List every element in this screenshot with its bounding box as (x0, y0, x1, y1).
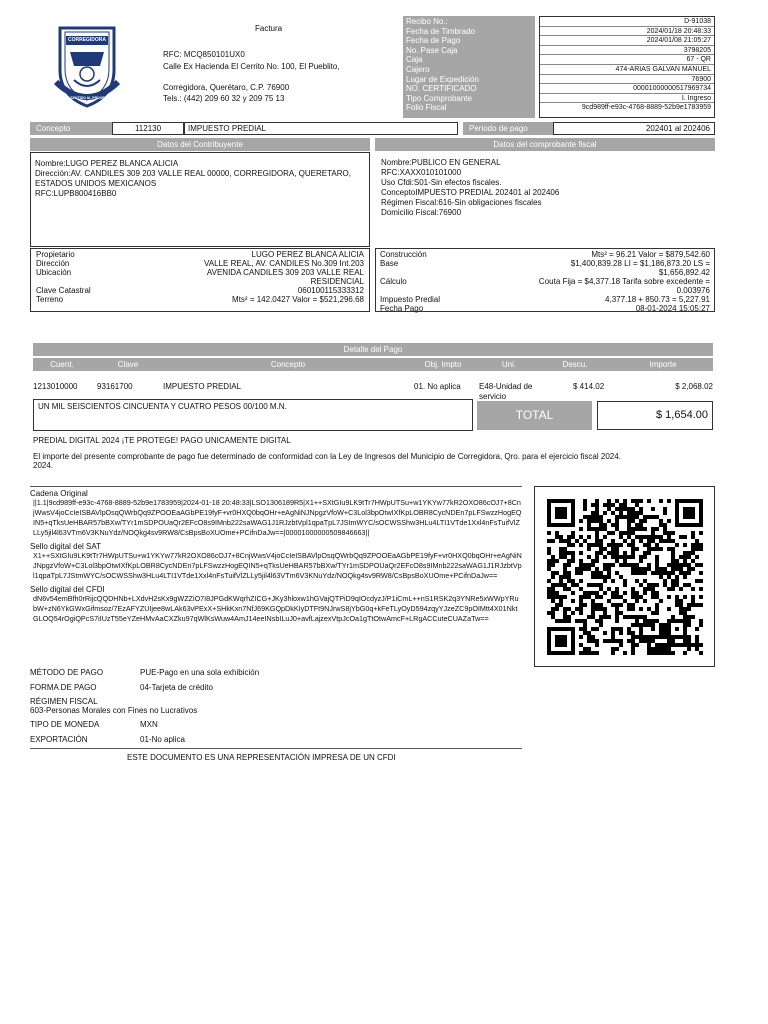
row-uni-2: servicio (479, 392, 507, 401)
receipt-field-label: Folio Fiscal (406, 103, 447, 113)
location-value-1: AVENIDA CANDILES 309 203 VALLE REAL (206, 268, 364, 277)
concept-code: 112130 (112, 122, 184, 135)
legal-text: El importe del presente comprobante de pago fue determinado de conformidad con la Ley de Ingresos del Municipio de Corregidora, Qro. para el ejercicio fiscal 2024. (33, 452, 621, 461)
currency-label: TIPO DE MONEDA (30, 720, 100, 729)
fiscal-uso-cfdi: Uso Cfdi:S01-Sin efectos fiscales. (381, 178, 502, 187)
receipt-field-value: 9cd989ff-e93c-4768-8889-52b9e1783959 (581, 104, 711, 112)
method-label: MÉTODO DE PAGO (30, 668, 104, 677)
payment-date-value: 08-01-2024 15:05:27 (635, 304, 710, 313)
fiscal-rfc: RFC:XAXX010101000 (381, 168, 462, 177)
property-tax-label: Impuesto Predial (380, 295, 441, 304)
total-value: $ 1,654.00 (597, 401, 713, 430)
receipt-field-value: 76900 (540, 75, 714, 85)
qr-code-frame (534, 486, 715, 667)
cadena-value: ||1.1|9cd989ff-e93c-4768-8889-52b9e1783959|2024-01-18 20:48:33|LSO1306189R5|X1++SXtGIu9LK9tTr7HWpUTSu+w1YKYw77kR2OXO86cOJ7+8CnjWwsV4joCcIeISBAVlpOsqQWrbQq9ZPOOEaAGbPE19fyF+vr0HXQ0bqOHr+eAgNiNJNpgzVfoW+C3Lol3bpOtwIXfKpLOBR8CycNDEn7pLFSwzzHogEQIN5+qTksUeHBAR57bBXw/TYr1mSDPOUaQr2EFcO8s9IMnb222saWAG1J1RJzbtVpl1qpaTpL7JStmWYC/sOCWSShw3HLu4LTI1VTde1Xxl4nFsTuifVlZLLy5jil4l63VTm6V3KNuYdz/NOQkg4sv9RW8/CsBpsBoXUOme+PCifnDaJw==|00001000000509846663|| (33, 498, 522, 537)
receipt-field-label: NO. CERTIFICADO (406, 84, 477, 94)
cfdi-footer-note: ESTE DOCUMENTO ES UNA REPRESENTACIÓN IMPRESA DE UN CFDI (127, 753, 396, 762)
col-uni: Uni. (501, 360, 517, 369)
receipt-field-value: D-91038 (540, 17, 714, 27)
sat-seal-value: X1++SXtGIu9LK9tTr7HWpUTSu+w1YKYw77kR2OXO86cOJ7+8CnjWwsV4joCcIeISBAVlpOsqQWrbQq9ZPOOEaAGbPE19fyF+vr0HXQ0bqOHr+eAgNiNJNpgzVfoW+C3Lol3bpOtwIXfKpLOBR8CycNDEn7pLFSwzzHogEQIN5+qTksUeHBAR57bBXw/TYr1mSDPOUaQr2EFcO8s9IMnb222saWAG1J1RJzbtVpl1qpaTpL7JStmWYC/sOCWSShw3HLu4LTI1VTde1Xxl4nFsTuifVlZLLy5jil4l63VTm6V3KNuYdz/NOQkg4sv9RW8/CsBpsBoXUOme+PCifnDaJw== (33, 551, 522, 580)
row-clave: 93161700 (97, 382, 133, 391)
taxpayer-box (30, 152, 370, 247)
cfdi-seal-label: Sello digital del CFDI (30, 585, 105, 594)
location-value-2: RESIDENCIAL (310, 277, 364, 286)
receipt-field-value: I. Ingreso (540, 94, 714, 104)
receipt-field-value: 67 - QR (540, 55, 714, 65)
owner-label: Propietario (36, 250, 75, 259)
cfdi-seal-value: dN6v54emBfh0rRijcQQDHNb+LXdvH2sKx9gWZZiO7I8JPGdKWqrhZICG+JKy3hloxw1hGVajQTPiD9qIOcdyzJ/P1iCmL++nS1RSK2q3YNRe5xWWpYRubW+zN6YkGWxGifmsoz/7EzAFYZUIjee8wLAk63vPExX+SHkKxn7NfJ69KGQpDkKIyDTFt9NJrwS8jYbG0q+kFeTLyOyD594zqyYJzeZC9pOIMtt4X01NktGLOQ54rOgiQPcS7iIUzT55eYZeHMvAaCXZku97qWlKsWuw4AmJ14eeINsbILuJ0+avfLajzexVtpJcOa1gTtOtwAmcF+LRgACCuteCUAZaTw== (33, 594, 519, 623)
fiscal-concept: ConceptoIMPUESTO PREDIAL 202401 al 202406 (381, 188, 560, 197)
logo-text: CORREGIDORA (67, 37, 107, 43)
receipt-field-value: 474-ARIAS GALVAN MANUEL (540, 65, 714, 75)
col-obj-impto: Obj. Impto (424, 360, 462, 369)
row-descuento: $ 414.02 (573, 382, 605, 391)
issuer-address-1: Calle Ex Hacienda El Cerrito No. 100, El Pueblito, (163, 62, 340, 71)
document-type: Factura (255, 24, 283, 33)
owner-value: LUGO PEREZ BLANCA ALICIA (251, 250, 364, 259)
location-label: Ubicación (36, 268, 72, 277)
land-label: Terreno (36, 295, 64, 304)
receipt-field-value: 3798205 (540, 46, 714, 56)
receipt-field-labels (403, 16, 535, 118)
concept-label: Concepto (30, 122, 112, 135)
property-right-box (375, 248, 715, 312)
form-value: 04-Tarjeta de crédito (140, 683, 213, 692)
issuer-rfc: RFC: MCQ850101UX0 (163, 50, 245, 59)
land-value: Mts² = 142.0427 Valor = $521,296.68 (232, 295, 364, 304)
export-label: EXPORTACIÓN (30, 735, 88, 744)
receipt-field-label: Caja (406, 55, 423, 65)
issuer-address-2: Corregidora, Querétaro, C.P. 76900 (163, 83, 290, 92)
fiscal-domicilio: Domicilio Fiscal:76900 (381, 208, 462, 217)
receipt-field-label: Fecha de Timbrado (406, 26, 475, 36)
row-cuenta: 1213010000 (33, 382, 78, 391)
calculation-value-1: Couta Fija = $4,377.18 Tarifa sobre excedente = (538, 277, 710, 286)
row-concepto: IMPUESTO PREDIAL (163, 382, 242, 391)
receipt-field-label: Tipo Comprobante (406, 93, 472, 103)
fiscal-name: Nombre:PUBLICO EN GENERAL (381, 158, 501, 167)
form-label: FORMA DE PAGO (30, 683, 97, 692)
payment-detail-title: Detalle del Pago (33, 343, 713, 356)
digital-stamps (30, 486, 522, 624)
amount-in-words: UN MIL SEISCIENTOS CINCUENTA Y CUATRO PESOS 00/100 M.N. (33, 399, 473, 431)
legal-text-2: 2024. (33, 461, 54, 470)
period-label: Periodo de pago (463, 122, 553, 135)
qr-code (547, 499, 703, 655)
total-label: TOTAL (477, 401, 592, 430)
row-uni-1: E48-Unidad de (479, 382, 533, 391)
construction-value: Mts² = 96.21 Valor = $879,542.60 (591, 250, 710, 259)
property-address-value: VALLE REAL, AV. CANDILES No.309 Int.203 (204, 259, 364, 268)
payment-date-label: Fecha Pago (380, 304, 424, 313)
period-value: 202401 al 202406 (553, 122, 715, 135)
taxpayer-name: Nombre:LUGO PEREZ BLANCA ALICIA (35, 159, 179, 168)
calculation-value-2: 0.003976 (676, 286, 710, 295)
col-descuento: Descu. (562, 360, 588, 369)
receipt-field-label: Cajero (406, 64, 430, 74)
receipt-field-label: Lugar de Expedición (406, 74, 479, 84)
regimen-label: RÉGIMEN FISCAL (30, 697, 98, 706)
col-importe: Importe (649, 360, 677, 369)
fiscal-regimen: Régimen Fiscal:616-Sin obligaciones fiscales (381, 198, 542, 207)
fiscal-section-title: Datos del comprobante fiscal (375, 138, 715, 151)
calculation-label: Cálculo (380, 277, 407, 286)
taxpayer-rfc: RFC:LUPB800416BB0 (35, 189, 117, 198)
col-concepto: Concepto (270, 360, 306, 369)
receipt-field-value: 2024/01/08 21:05:27 (540, 36, 714, 46)
row-obj: 01. No aplica (414, 382, 461, 391)
logo-motto: CON SENTIDO AL PROGRESO (61, 96, 113, 100)
cadastral-key-label: Clave Catastral (36, 286, 91, 295)
export-value: 01-No aplica (140, 735, 185, 744)
payment-detail-columns (33, 358, 713, 371)
receipt-field-label: Fecha de Pago (406, 36, 461, 46)
receipt-field-value: 2024/01/18 20:48:33 (540, 27, 714, 37)
col-cuenta: Cuent. (50, 360, 74, 369)
property-left-box (30, 248, 370, 312)
taxpayer-address: Dirección:AV. CANDILES 309 203 VALLE REAL 00000, CORREGIDORA, QUERETARO, ESTADOS UNIDOS MEXICANOS (35, 169, 351, 188)
currency-value: MXN (140, 720, 158, 729)
regimen-value: 603-Personas Morales con Fines no Lucrativos (30, 706, 198, 715)
municipal-logo (52, 22, 122, 108)
base-value-1: $1,400,839.28 LI = $1,186,873.20 LS = (570, 259, 710, 268)
construction-label: Construcción (380, 250, 427, 259)
property-address-label: Dirección (36, 259, 70, 268)
receipt-field-label: No. Pase Caja (406, 45, 458, 55)
cadena-label: Cadena Original (30, 489, 88, 498)
receipt-field-label: Recibo No.: (406, 17, 448, 26)
receipt-field-value: 00001000000517969734 (540, 84, 714, 94)
receipt-field-values (539, 16, 715, 118)
taxpayer-section-title: Datos del Contribuyente (30, 138, 370, 151)
sat-seal-label: Sello digital del SAT (30, 542, 101, 551)
base-value-2: $1,656,892.42 (658, 268, 710, 277)
footer-divider (30, 748, 522, 749)
property-tax-value: 4,377.18 + 850.73 = 5,227.91 (605, 295, 710, 304)
slogan-text: PREDIAL DIGITAL 2024 ¡TE PROTEGE! PAGO UNICAMENTE DIGITAL (33, 436, 291, 445)
concept-name: IMPUESTO PREDIAL (184, 122, 458, 135)
row-importe: $ 2,068.02 (675, 382, 713, 391)
method-value: PUE-Pago en una sola exhibición (140, 668, 260, 677)
cadastral-key-value: 060100115333312 (297, 286, 364, 295)
col-clave: Clave (117, 360, 139, 369)
fiscal-box (375, 152, 715, 247)
issuer-phones: Tels.: (442) 209 60 32 y 209 75 13 (163, 94, 285, 103)
base-label: Base (380, 259, 399, 268)
